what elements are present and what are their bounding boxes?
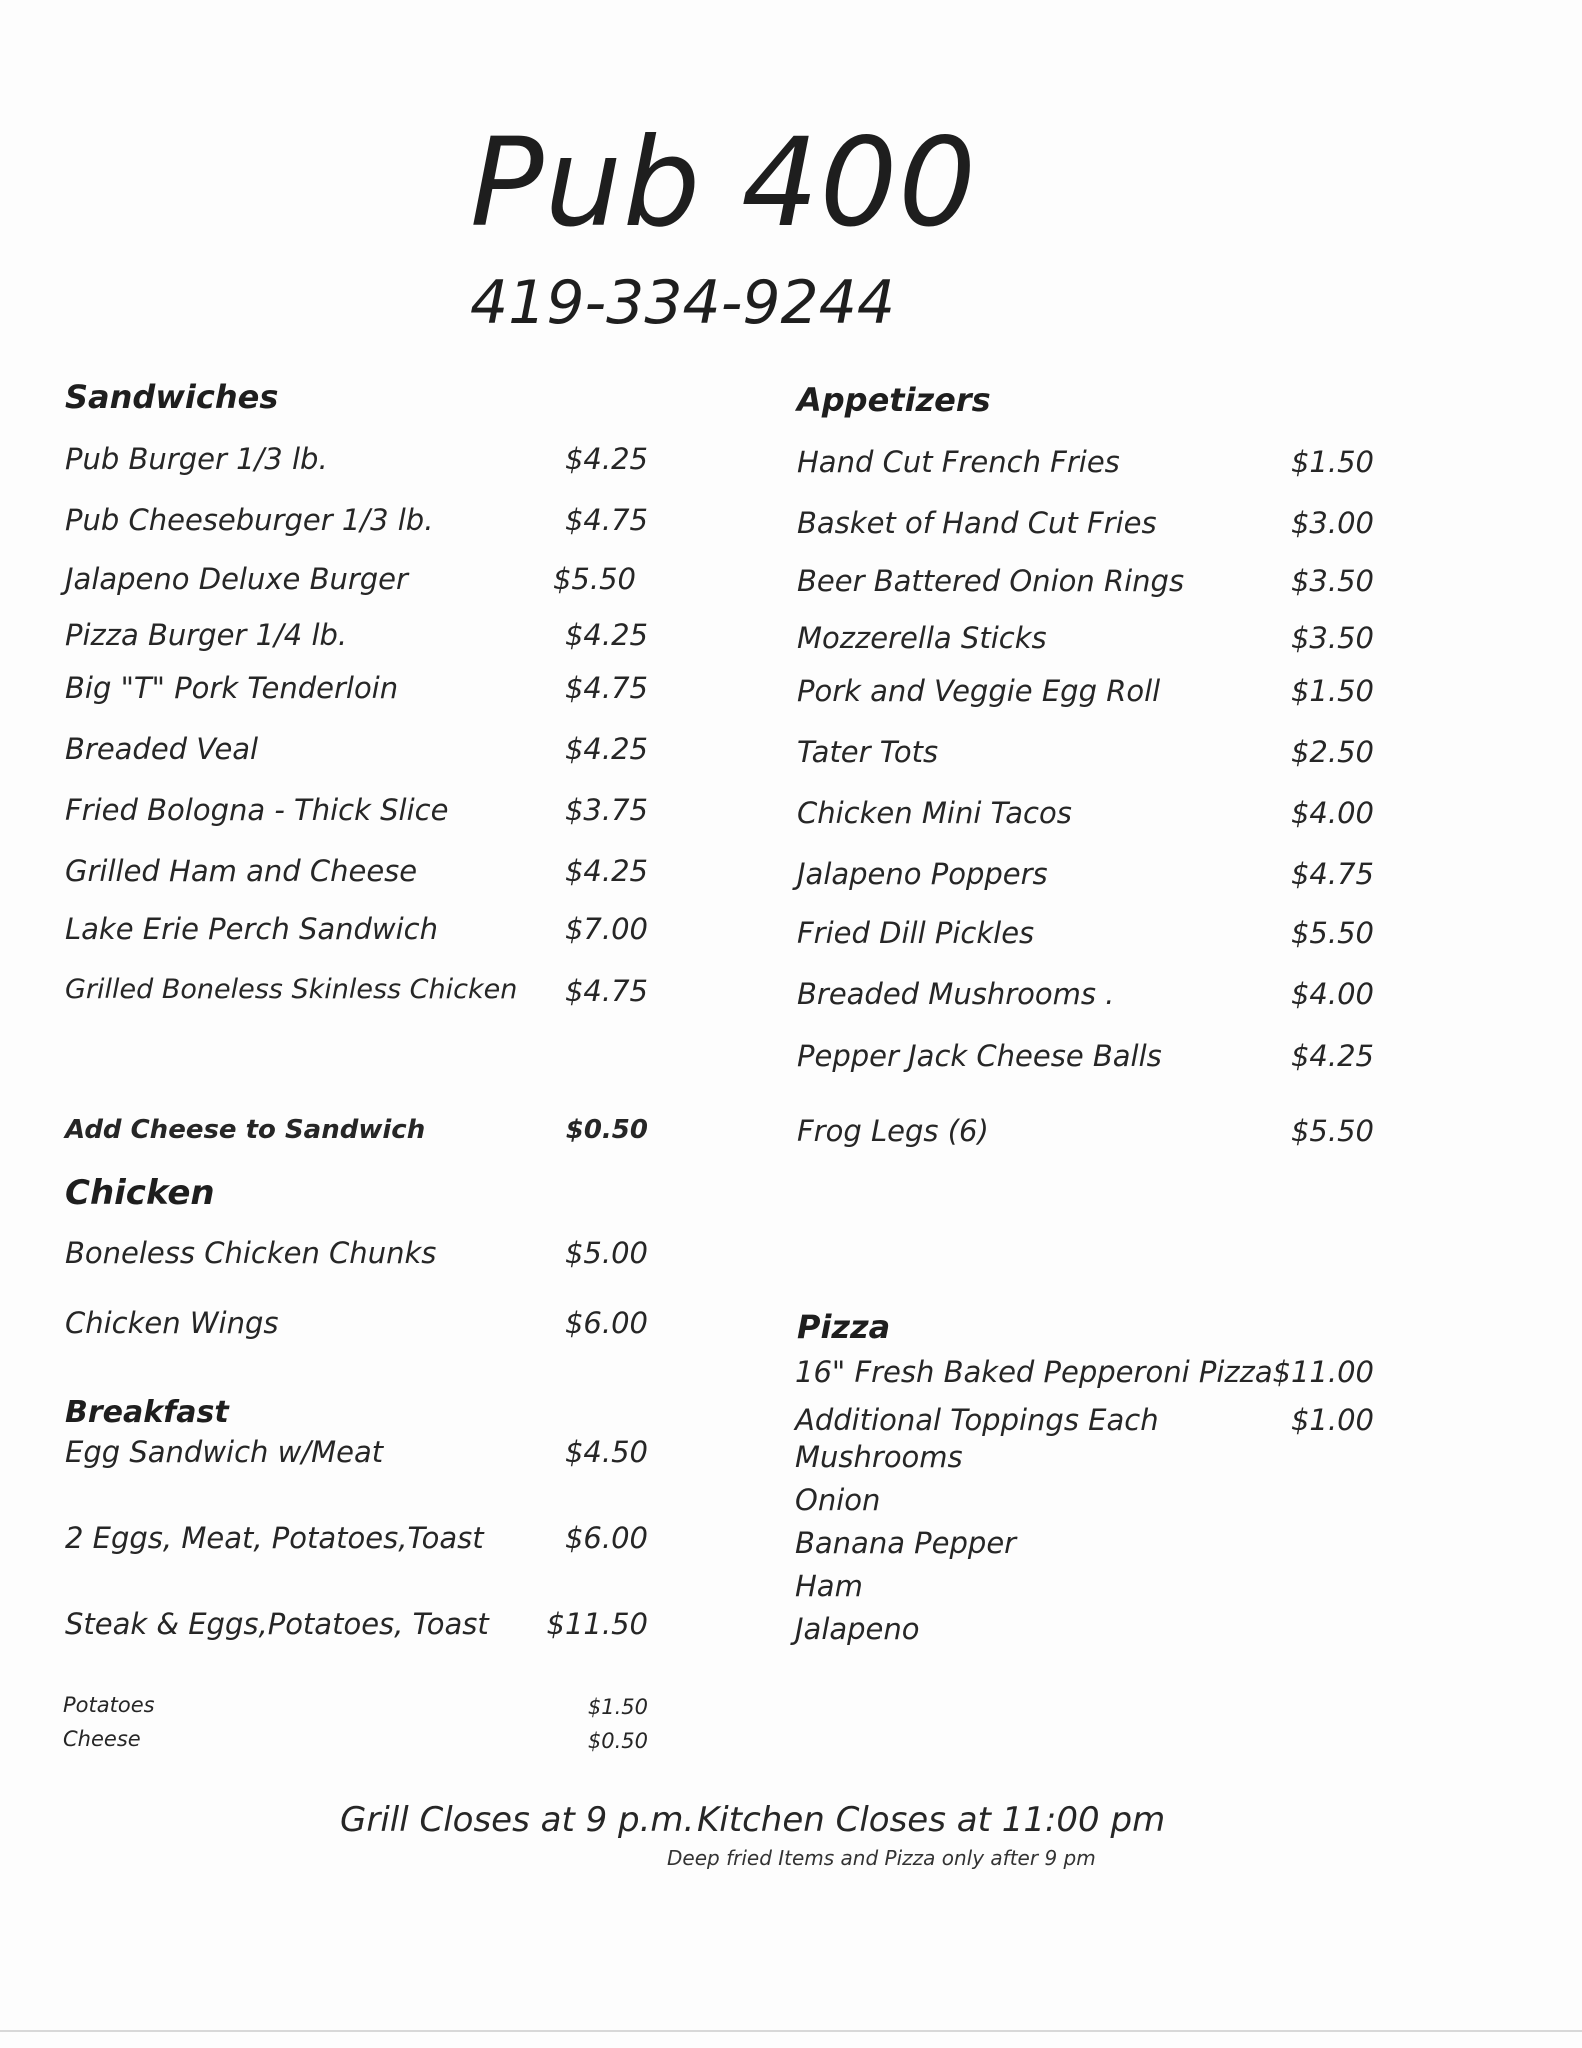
menu-item-name: Fried Dill Pickles xyxy=(797,916,1035,950)
menu-item-price: $6.00 xyxy=(564,1306,648,1340)
kitchen-closing-text: Kitchen Closes at 11:00 pm xyxy=(697,1800,1166,1840)
sandwiches-heading: Sandwiches xyxy=(65,378,279,416)
menu-item-price: $4.25 xyxy=(564,618,648,652)
menu-item-price: $11.50 xyxy=(546,1607,648,1641)
menu-item-name: 16" Fresh Baked Pepperoni Pizza xyxy=(795,1355,1273,1389)
menu-item-name: Grilled Boneless Skinless Chicken xyxy=(65,974,518,1005)
menu-item-price: $4.75 xyxy=(564,974,648,1008)
menu-item-name: Hand Cut French Fries xyxy=(797,445,1120,479)
menu-item-price: $4.75 xyxy=(564,671,648,705)
chicken-heading: Chicken xyxy=(65,1173,215,1213)
add-cheese-price: $0.50 xyxy=(565,1115,648,1145)
menu-item-name: Pepper Jack Cheese Balls xyxy=(797,1039,1162,1073)
menu-item-name: Pork and Veggie Egg Roll xyxy=(797,674,1161,708)
menu-item-price: $3.50 xyxy=(1290,621,1374,655)
menu-item-name: Lake Erie Perch Sandwich xyxy=(65,912,439,946)
menu-item-name: 2 Eggs, Meat, Potatoes,Toast xyxy=(65,1521,484,1555)
topping-item: Mushrooms xyxy=(795,1440,963,1474)
menu-item-name: Breaded Veal xyxy=(65,732,259,766)
menu-item-price: $4.00 xyxy=(1290,796,1374,830)
menu-item-name: Pub Cheeseburger 1/3 lb. xyxy=(65,503,434,537)
menu-item-price: $4.50 xyxy=(564,1435,648,1469)
menu-item-price: $1.00 xyxy=(1290,1403,1374,1437)
menu-item-price: $4.25 xyxy=(1290,1039,1374,1073)
topping-item: Banana Pepper xyxy=(795,1526,1017,1560)
menu-item-name: Fried Bologna - Thick Slice xyxy=(65,793,449,827)
menu-item-name: Mozzerella Sticks xyxy=(797,621,1047,655)
late-night-note: Deep fried Items and Pizza only after 9 pm xyxy=(667,1846,1096,1870)
grill-closing-text: Grill Closes at 9 p.m. xyxy=(340,1800,695,1840)
extra-item-price: $1.50 xyxy=(587,1695,648,1719)
menu-item-price: $11.00 xyxy=(1272,1355,1374,1389)
menu-item-price: $2.50 xyxy=(1290,735,1374,769)
extra-item-name: Potatoes xyxy=(63,1693,155,1717)
menu-item-name: Steak & Eggs,Potatoes, Toast xyxy=(65,1607,489,1641)
menu-item-name: Chicken Wings xyxy=(65,1306,279,1340)
pizza-heading: Pizza xyxy=(797,1308,891,1346)
menu-item-name: Pub Burger 1/3 lb. xyxy=(65,442,328,476)
menu-item-price: $5.00 xyxy=(564,1236,648,1270)
menu-item-name: Jalapeno Poppers xyxy=(797,857,1048,891)
menu-item-price: $5.50 xyxy=(552,562,636,596)
menu-item-name: Grilled Ham and Cheese xyxy=(65,854,418,888)
menu-item-price: $5.50 xyxy=(1290,1114,1374,1148)
restaurant-name: Pub 400 xyxy=(470,112,977,254)
menu-item-price: $5.50 xyxy=(1290,916,1374,950)
appetizers-heading: Appetizers xyxy=(797,381,991,419)
menu-item-name: Jalapeno Deluxe Burger xyxy=(65,562,408,596)
menu-item-price: $3.50 xyxy=(1290,564,1374,598)
menu-item-name: Egg Sandwich w/Meat xyxy=(65,1435,384,1469)
menu-item-name: Pizza Burger 1/4 lb. xyxy=(65,618,348,652)
phone-number: 419-334-9244 xyxy=(470,268,896,338)
menu-item-name: Tater Tots xyxy=(797,735,939,769)
menu-item-price: $3.75 xyxy=(564,793,648,827)
menu-item-name: Chicken Mini Tacos xyxy=(797,796,1072,830)
menu-item-name: Frog Legs (6) xyxy=(797,1114,989,1148)
menu-item-name: Beer Battered Onion Rings xyxy=(797,564,1185,598)
extra-item-price: $0.50 xyxy=(587,1729,648,1753)
topping-item: Onion xyxy=(795,1483,881,1517)
menu-item-price: $3.00 xyxy=(1290,506,1374,540)
page-edge-line xyxy=(0,2030,1582,2032)
menu-item-price: $6.00 xyxy=(564,1521,648,1555)
menu-item-price: $4.25 xyxy=(564,442,648,476)
menu-item-price: $4.75 xyxy=(564,503,648,537)
menu-item-price: $4.25 xyxy=(564,854,648,888)
topping-item: Jalapeno xyxy=(795,1612,920,1646)
menu-item-price: $4.25 xyxy=(564,732,648,766)
menu-item-price: $4.00 xyxy=(1290,977,1374,1011)
add-cheese-label: Add Cheese to Sandwich xyxy=(65,1115,426,1145)
topping-item: Ham xyxy=(795,1569,863,1603)
menu-item-price: $1.50 xyxy=(1290,674,1374,708)
menu-item-price: $1.50 xyxy=(1290,445,1374,479)
menu-item-name: Basket of Hand Cut Fries xyxy=(797,506,1157,540)
menu-item-name: Boneless Chicken Chunks xyxy=(65,1236,437,1270)
menu-item-price: $7.00 xyxy=(564,912,648,946)
breakfast-heading: Breakfast xyxy=(65,1395,229,1430)
menu-item-name: Breaded Mushrooms . xyxy=(797,977,1115,1011)
extra-item-name: Cheese xyxy=(63,1727,141,1751)
menu-item-name: Big "T" Pork Tenderloin xyxy=(65,671,399,705)
menu-item-name: Additional Toppings Each xyxy=(795,1403,1159,1437)
menu-item-price: $4.75 xyxy=(1290,857,1374,891)
